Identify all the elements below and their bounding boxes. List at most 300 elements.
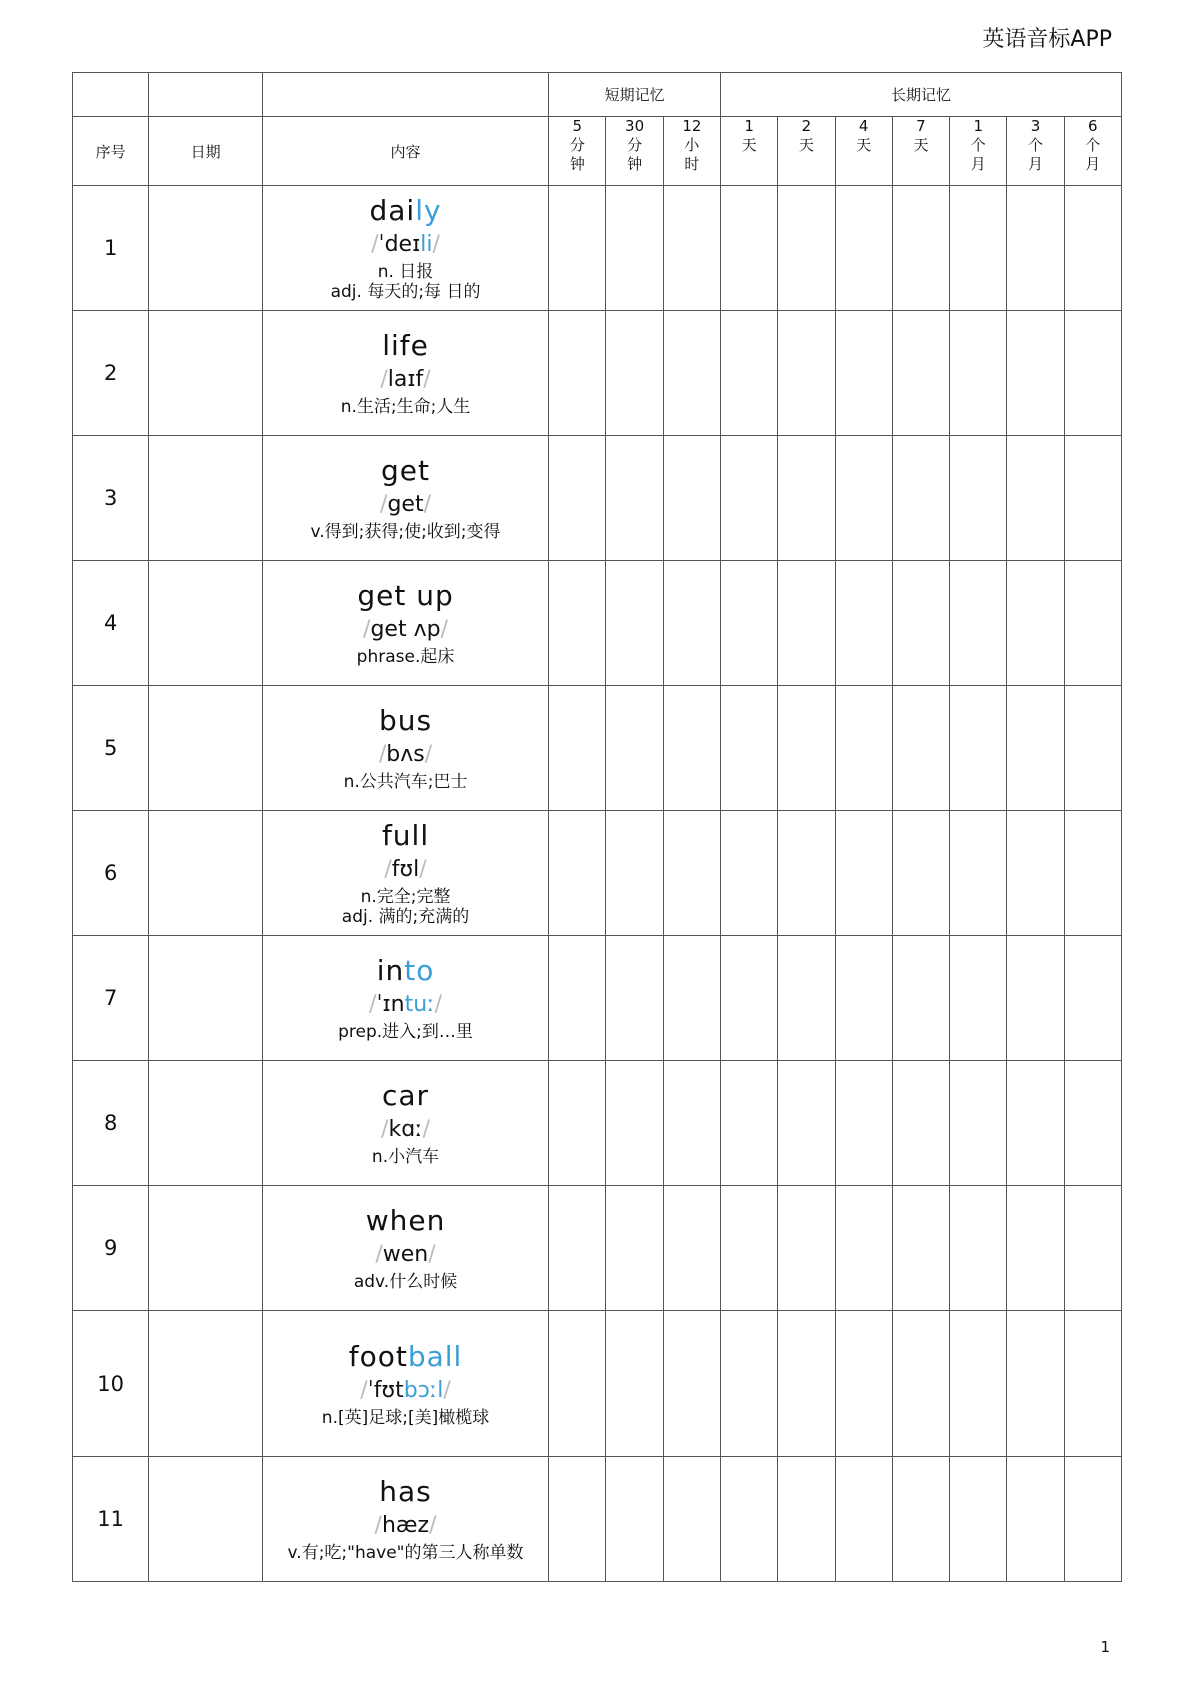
header-row-groups bbox=[73, 73, 1122, 117]
review-check-cell[interactable] bbox=[1064, 436, 1121, 561]
phonetic-text bbox=[263, 740, 548, 770]
review-check-cell[interactable] bbox=[721, 1311, 778, 1457]
interval-label-line: 个 bbox=[1085, 136, 1101, 154]
interval-label-line: 30 bbox=[625, 117, 645, 135]
table-row bbox=[73, 1457, 1122, 1582]
review-check-cell[interactable] bbox=[1064, 1186, 1121, 1311]
table-row bbox=[73, 936, 1122, 1061]
review-check-cell[interactable] bbox=[892, 1061, 949, 1186]
date-column-header: 日期 bbox=[149, 117, 263, 186]
slash-mark: / bbox=[422, 1117, 430, 1142]
word-part: in bbox=[376, 954, 405, 987]
review-check-cell[interactable] bbox=[892, 1311, 949, 1457]
review-check-cell[interactable] bbox=[1064, 311, 1121, 436]
review-check-cell[interactable] bbox=[835, 1457, 892, 1582]
review-check-cell[interactable] bbox=[950, 936, 1007, 1061]
table-row bbox=[73, 1311, 1122, 1457]
review-check-cell[interactable] bbox=[892, 936, 949, 1061]
review-check-cell[interactable] bbox=[549, 561, 606, 686]
phonetic-highlight: tuː bbox=[404, 992, 435, 1017]
interval-label-line: 小 bbox=[684, 136, 700, 154]
phonetic-part: laɪf bbox=[387, 367, 424, 392]
review-check-cell[interactable] bbox=[1064, 1457, 1121, 1582]
review-check-cell[interactable] bbox=[1007, 561, 1064, 686]
meaning-line: v.得到;获得;使;收到;变得 bbox=[310, 522, 501, 542]
review-check-cell[interactable] bbox=[549, 1061, 606, 1186]
row-index: 6 bbox=[73, 811, 149, 936]
header-blank-cell bbox=[262, 73, 548, 117]
word-text bbox=[263, 454, 548, 488]
review-check-cell[interactable] bbox=[1007, 436, 1064, 561]
word-text bbox=[263, 1340, 548, 1374]
review-check-cell[interactable] bbox=[1064, 1061, 1121, 1186]
review-check-cell[interactable] bbox=[549, 1186, 606, 1311]
review-check-cell[interactable] bbox=[606, 436, 663, 561]
review-check-cell[interactable] bbox=[892, 311, 949, 436]
interval-label-line: 天 bbox=[741, 136, 757, 154]
review-check-cell[interactable] bbox=[778, 186, 835, 311]
meaning-line: adv.什么时候 bbox=[353, 1272, 458, 1292]
interval-label-line: 天 bbox=[798, 136, 814, 154]
interval-label-line: 天 bbox=[913, 136, 929, 154]
review-check-cell[interactable] bbox=[1007, 1457, 1064, 1582]
content-cell bbox=[262, 1311, 548, 1457]
phonetic-text bbox=[263, 1511, 548, 1541]
header-row-columns bbox=[73, 117, 1122, 186]
interval-column-header bbox=[950, 117, 1007, 186]
meaning-text bbox=[263, 1022, 548, 1042]
review-check-cell[interactable] bbox=[1064, 811, 1121, 936]
word-rows bbox=[73, 186, 1122, 1582]
meaning-line: phrase.起床 bbox=[356, 647, 455, 667]
slash-mark: / bbox=[443, 1377, 451, 1403]
word-part: foot bbox=[348, 1339, 408, 1373]
phonetic-text bbox=[263, 1115, 548, 1145]
review-check-cell[interactable] bbox=[778, 436, 835, 561]
phonetic-text bbox=[263, 365, 548, 395]
review-check-cell[interactable] bbox=[721, 436, 778, 561]
date-cell[interactable] bbox=[149, 811, 263, 936]
word-part: bus bbox=[378, 704, 433, 737]
review-check-cell[interactable] bbox=[721, 686, 778, 811]
row-index: 5 bbox=[73, 686, 149, 811]
word-part: has bbox=[379, 1475, 432, 1508]
meaning-line: n.生活;生命;人生 bbox=[340, 397, 471, 417]
slash-mark: / bbox=[369, 992, 377, 1017]
slash-mark: / bbox=[375, 1242, 383, 1267]
page-number: 1 bbox=[1100, 1638, 1110, 1656]
meaning-text bbox=[263, 1543, 548, 1563]
interval-column-header bbox=[721, 117, 778, 186]
interval-column-header bbox=[892, 117, 949, 186]
date-cell[interactable] bbox=[149, 1457, 263, 1582]
row-index: 3 bbox=[73, 436, 149, 561]
table-row bbox=[73, 436, 1122, 561]
interval-label-line: 1 bbox=[744, 117, 754, 135]
word-part: get up bbox=[357, 579, 454, 612]
interval-label-line: 月 bbox=[970, 155, 986, 173]
interval-label-line: 时 bbox=[684, 155, 700, 173]
review-check-cell[interactable] bbox=[835, 561, 892, 686]
interval-column-header bbox=[778, 117, 835, 186]
word-part: when bbox=[365, 1204, 446, 1237]
review-check-cell[interactable] bbox=[663, 1186, 720, 1311]
review-check-cell[interactable] bbox=[606, 1061, 663, 1186]
review-check-cell[interactable] bbox=[721, 1186, 778, 1311]
meaning-text bbox=[263, 1408, 548, 1428]
slash-mark: / bbox=[428, 1242, 436, 1267]
interval-label-line: 6 bbox=[1088, 117, 1098, 135]
review-check-cell[interactable] bbox=[1007, 186, 1064, 311]
phonetic-text bbox=[263, 990, 548, 1020]
review-check-cell[interactable] bbox=[549, 811, 606, 936]
meaning-line: n.公共汽车;巴士 bbox=[343, 772, 468, 792]
review-check-cell[interactable] bbox=[1007, 1311, 1064, 1457]
review-check-cell[interactable] bbox=[1007, 1186, 1064, 1311]
word-text bbox=[263, 819, 548, 853]
word-highlight: ly bbox=[415, 194, 442, 227]
phonetic-highlight: bɔːl bbox=[403, 1377, 444, 1403]
phonetic-text bbox=[263, 855, 548, 885]
review-check-cell[interactable] bbox=[835, 1186, 892, 1311]
meaning-text bbox=[263, 1272, 548, 1292]
review-check-cell[interactable] bbox=[606, 561, 663, 686]
slash-mark: / bbox=[374, 1513, 382, 1538]
row-index: 2 bbox=[73, 311, 149, 436]
content-cell bbox=[262, 436, 548, 561]
content-column-header: 内容 bbox=[262, 117, 548, 186]
review-check-cell[interactable] bbox=[778, 1186, 835, 1311]
header-blank-cell bbox=[73, 73, 149, 117]
interval-label-line: 2 bbox=[801, 117, 812, 135]
row-index: 4 bbox=[73, 561, 149, 686]
review-check-cell[interactable] bbox=[778, 811, 835, 936]
review-check-cell[interactable] bbox=[950, 686, 1007, 811]
phonetic-part: bʌs bbox=[386, 742, 425, 767]
review-check-cell[interactable] bbox=[549, 186, 606, 311]
review-check-cell[interactable] bbox=[721, 311, 778, 436]
review-check-cell[interactable] bbox=[892, 1457, 949, 1582]
row-index: 11 bbox=[73, 1457, 149, 1582]
interval-label-line: 3 bbox=[1030, 117, 1041, 135]
meaning-line: n. 日报 bbox=[377, 262, 434, 282]
review-check-cell[interactable] bbox=[778, 1457, 835, 1582]
review-check-cell[interactable] bbox=[950, 186, 1007, 311]
meaning-line: adj. 满的;充满的 bbox=[341, 907, 470, 927]
interval-label-line: 钟 bbox=[627, 155, 643, 173]
interval-column-header bbox=[1007, 117, 1064, 186]
review-check-cell[interactable] bbox=[1064, 186, 1121, 311]
review-check-cell[interactable] bbox=[606, 936, 663, 1061]
slash-mark: / bbox=[434, 992, 443, 1017]
word-text bbox=[263, 329, 548, 363]
review-check-cell[interactable] bbox=[606, 686, 663, 811]
slash-mark: / bbox=[381, 1117, 389, 1142]
review-check-cell[interactable] bbox=[892, 811, 949, 936]
review-check-cell[interactable] bbox=[835, 311, 892, 436]
phonetic-text bbox=[263, 490, 548, 520]
review-check-cell[interactable] bbox=[778, 936, 835, 1061]
review-check-cell[interactable] bbox=[835, 811, 892, 936]
word-part: get bbox=[381, 454, 431, 487]
date-cell[interactable] bbox=[149, 1311, 263, 1457]
review-check-cell[interactable] bbox=[1064, 1311, 1121, 1457]
review-check-cell[interactable] bbox=[892, 436, 949, 561]
table-row bbox=[73, 311, 1122, 436]
slash-mark: / bbox=[429, 1513, 437, 1538]
review-check-cell[interactable] bbox=[663, 1311, 720, 1457]
phonetic-part: ˈfʊt bbox=[367, 1377, 404, 1403]
content-cell bbox=[262, 811, 548, 936]
interval-label-line: 7 bbox=[916, 117, 926, 135]
word-highlight: to bbox=[404, 954, 435, 987]
word-text bbox=[263, 579, 548, 613]
meaning-text bbox=[263, 647, 548, 667]
interval-label-line: 4 bbox=[858, 117, 869, 135]
review-check-cell[interactable] bbox=[606, 1311, 663, 1457]
content-cell bbox=[262, 686, 548, 811]
review-check-cell[interactable] bbox=[606, 186, 663, 311]
review-check-cell[interactable] bbox=[606, 311, 663, 436]
review-check-cell[interactable] bbox=[663, 1061, 720, 1186]
content-cell bbox=[262, 936, 548, 1061]
meaning-line: v.有;吃;"have"的第三人称单数 bbox=[287, 1543, 524, 1563]
phonetic-text bbox=[263, 230, 548, 260]
word-part: full bbox=[381, 819, 430, 852]
content-cell bbox=[262, 1186, 548, 1311]
interval-label-line: 个 bbox=[970, 136, 986, 154]
meaning-text bbox=[263, 772, 548, 792]
review-check-cell[interactable] bbox=[721, 811, 778, 936]
review-check-cell[interactable] bbox=[892, 186, 949, 311]
meaning-text bbox=[263, 397, 548, 417]
review-check-cell[interactable] bbox=[835, 436, 892, 561]
review-check-cell[interactable] bbox=[721, 1457, 778, 1582]
interval-column-header bbox=[606, 117, 663, 186]
review-check-cell[interactable] bbox=[721, 561, 778, 686]
content-cell bbox=[262, 561, 548, 686]
review-check-cell[interactable] bbox=[835, 186, 892, 311]
header-blank-cell bbox=[149, 73, 263, 117]
review-check-cell[interactable] bbox=[950, 561, 1007, 686]
brand-title: 英语音标APP bbox=[982, 27, 1112, 52]
row-index: 9 bbox=[73, 1186, 149, 1311]
table-row bbox=[73, 811, 1122, 936]
table-row bbox=[73, 1186, 1122, 1311]
content-cell bbox=[262, 186, 548, 311]
review-check-cell[interactable] bbox=[778, 1311, 835, 1457]
review-check-cell[interactable] bbox=[721, 186, 778, 311]
review-check-cell[interactable] bbox=[892, 1186, 949, 1311]
index-column-header: 序号 bbox=[73, 117, 149, 186]
review-check-cell[interactable] bbox=[663, 686, 720, 811]
review-check-cell[interactable] bbox=[835, 936, 892, 1061]
review-check-cell[interactable] bbox=[950, 1311, 1007, 1457]
review-check-cell[interactable] bbox=[663, 811, 720, 936]
phonetic-part: ˈdeɪ bbox=[378, 232, 421, 257]
review-check-cell[interactable] bbox=[835, 1311, 892, 1457]
review-check-cell[interactable] bbox=[950, 1457, 1007, 1582]
long-term-header: 长期记忆 bbox=[721, 73, 1122, 117]
slash-mark: / bbox=[380, 367, 388, 392]
interval-column-header bbox=[663, 117, 720, 186]
review-check-cell[interactable] bbox=[950, 1061, 1007, 1186]
short-term-header: 短期记忆 bbox=[549, 73, 721, 117]
row-index: 10 bbox=[73, 1311, 149, 1457]
date-cell[interactable] bbox=[149, 436, 263, 561]
review-check-cell[interactable] bbox=[721, 936, 778, 1061]
review-check-cell[interactable] bbox=[778, 561, 835, 686]
slash-mark: / bbox=[419, 857, 427, 882]
phonetic-part: hæz bbox=[381, 1513, 430, 1538]
content-cell bbox=[262, 1061, 548, 1186]
date-cell[interactable] bbox=[149, 311, 263, 436]
review-check-cell[interactable] bbox=[835, 686, 892, 811]
meaning-line: n.[英]足球;[美]橄榄球 bbox=[321, 1407, 490, 1428]
date-cell[interactable] bbox=[149, 186, 263, 311]
word-text bbox=[263, 704, 548, 738]
word-text bbox=[263, 1475, 548, 1509]
review-check-cell[interactable] bbox=[663, 311, 720, 436]
word-part: dai bbox=[369, 194, 416, 227]
interval-column-header bbox=[1064, 117, 1121, 186]
meaning-line: n.小汽车 bbox=[371, 1147, 440, 1167]
review-check-cell[interactable] bbox=[1007, 811, 1064, 936]
row-index: 8 bbox=[73, 1061, 149, 1186]
phonetic-part: fʊl bbox=[391, 857, 420, 882]
review-table bbox=[72, 72, 1122, 1582]
review-check-cell[interactable] bbox=[1064, 936, 1121, 1061]
table-row bbox=[73, 1061, 1122, 1186]
review-check-cell[interactable] bbox=[606, 1457, 663, 1582]
review-check-cell[interactable] bbox=[778, 311, 835, 436]
phonetic-part: get bbox=[387, 492, 424, 517]
word-text bbox=[263, 194, 548, 228]
review-check-cell[interactable] bbox=[892, 561, 949, 686]
review-check-cell[interactable] bbox=[721, 1061, 778, 1186]
slash-mark: / bbox=[423, 492, 432, 517]
slash-mark: / bbox=[360, 1377, 368, 1403]
date-cell[interactable] bbox=[149, 1186, 263, 1311]
interval-label-line: 分 bbox=[627, 136, 643, 154]
review-check-cell[interactable] bbox=[549, 1457, 606, 1582]
content-cell bbox=[262, 311, 548, 436]
interval-label-line: 12 bbox=[682, 117, 702, 135]
meaning-line: adj. 每天的;每 日的 bbox=[330, 282, 481, 302]
review-check-cell[interactable] bbox=[606, 1186, 663, 1311]
word-text bbox=[263, 1204, 548, 1238]
slash-mark: / bbox=[440, 617, 448, 642]
interval-label-line: 5 bbox=[572, 117, 583, 135]
review-check-cell[interactable] bbox=[950, 311, 1007, 436]
slash-mark: / bbox=[432, 232, 440, 257]
review-check-cell[interactable] bbox=[1007, 686, 1064, 811]
meaning-line: n.完全;完整 bbox=[360, 887, 451, 907]
word-text bbox=[263, 954, 548, 988]
slash-mark: / bbox=[371, 232, 379, 257]
word-part: car bbox=[381, 1079, 430, 1112]
slash-mark: / bbox=[423, 367, 431, 392]
meaning-text bbox=[263, 522, 548, 542]
review-check-cell[interactable] bbox=[892, 686, 949, 811]
review-check-cell[interactable] bbox=[778, 1061, 835, 1186]
review-check-cell[interactable] bbox=[663, 186, 720, 311]
word-text bbox=[263, 1079, 548, 1113]
date-cell[interactable] bbox=[149, 561, 263, 686]
meaning-text bbox=[263, 1147, 548, 1167]
review-check-cell[interactable] bbox=[1064, 561, 1121, 686]
slash-mark: / bbox=[380, 492, 388, 517]
meaning-line: prep.进入;到…里 bbox=[338, 1022, 473, 1042]
slash-mark: / bbox=[363, 617, 371, 642]
row-index: 7 bbox=[73, 936, 149, 1061]
review-check-cell[interactable] bbox=[663, 561, 720, 686]
phonetic-text bbox=[263, 1240, 548, 1270]
date-cell[interactable] bbox=[149, 1061, 263, 1186]
review-check-cell[interactable] bbox=[606, 811, 663, 936]
review-check-cell[interactable] bbox=[950, 811, 1007, 936]
phonetic-text bbox=[263, 615, 548, 645]
table-row bbox=[73, 686, 1122, 811]
phonetic-part: wen bbox=[382, 1242, 429, 1267]
review-check-cell[interactable] bbox=[663, 1457, 720, 1582]
review-check-cell[interactable] bbox=[549, 686, 606, 811]
slash-mark: / bbox=[384, 857, 392, 882]
review-check-cell[interactable] bbox=[1007, 936, 1064, 1061]
review-check-cell[interactable] bbox=[549, 311, 606, 436]
slash-mark: / bbox=[378, 742, 387, 767]
word-highlight: ball bbox=[407, 1339, 463, 1373]
interval-label-line: 天 bbox=[856, 136, 872, 154]
phonetic-part: ˈɪn bbox=[376, 992, 405, 1017]
interval-column-header bbox=[549, 117, 606, 186]
phonetic-text bbox=[263, 1376, 548, 1406]
review-check-cell[interactable] bbox=[950, 436, 1007, 561]
word-part: life bbox=[382, 329, 429, 362]
review-check-cell[interactable] bbox=[663, 936, 720, 1061]
interval-label-line: 1 bbox=[973, 117, 983, 135]
review-check-cell[interactable] bbox=[1064, 686, 1121, 811]
interval-label-line: 分 bbox=[569, 136, 585, 154]
table-row bbox=[73, 561, 1122, 686]
interval-label-line: 钟 bbox=[569, 155, 585, 173]
review-check-cell[interactable] bbox=[549, 1311, 606, 1457]
phonetic-part: kɑː bbox=[388, 1117, 423, 1142]
interval-label-line: 月 bbox=[1027, 155, 1043, 173]
phonetic-highlight: li bbox=[420, 232, 433, 257]
content-cell bbox=[262, 1457, 548, 1582]
date-cell[interactable] bbox=[149, 936, 263, 1061]
interval-label-line: 个 bbox=[1027, 136, 1043, 154]
review-check-cell[interactable] bbox=[663, 436, 720, 561]
row-index: 1 bbox=[73, 186, 149, 311]
interval-label-line: 月 bbox=[1085, 155, 1101, 173]
meaning-text bbox=[263, 262, 548, 302]
review-check-cell[interactable] bbox=[1007, 1061, 1064, 1186]
meaning-text bbox=[263, 887, 548, 927]
review-check-cell[interactable] bbox=[835, 1061, 892, 1186]
review-check-cell[interactable] bbox=[1007, 311, 1064, 436]
table-row bbox=[73, 186, 1122, 311]
review-check-cell[interactable] bbox=[950, 1186, 1007, 1311]
review-check-cell[interactable] bbox=[549, 436, 606, 561]
review-check-cell[interactable] bbox=[778, 686, 835, 811]
review-check-cell[interactable] bbox=[549, 936, 606, 1061]
phonetic-part: get ʌp bbox=[370, 617, 441, 642]
slash-mark: / bbox=[424, 742, 433, 767]
interval-column-header bbox=[835, 117, 892, 186]
date-cell[interactable] bbox=[149, 686, 263, 811]
